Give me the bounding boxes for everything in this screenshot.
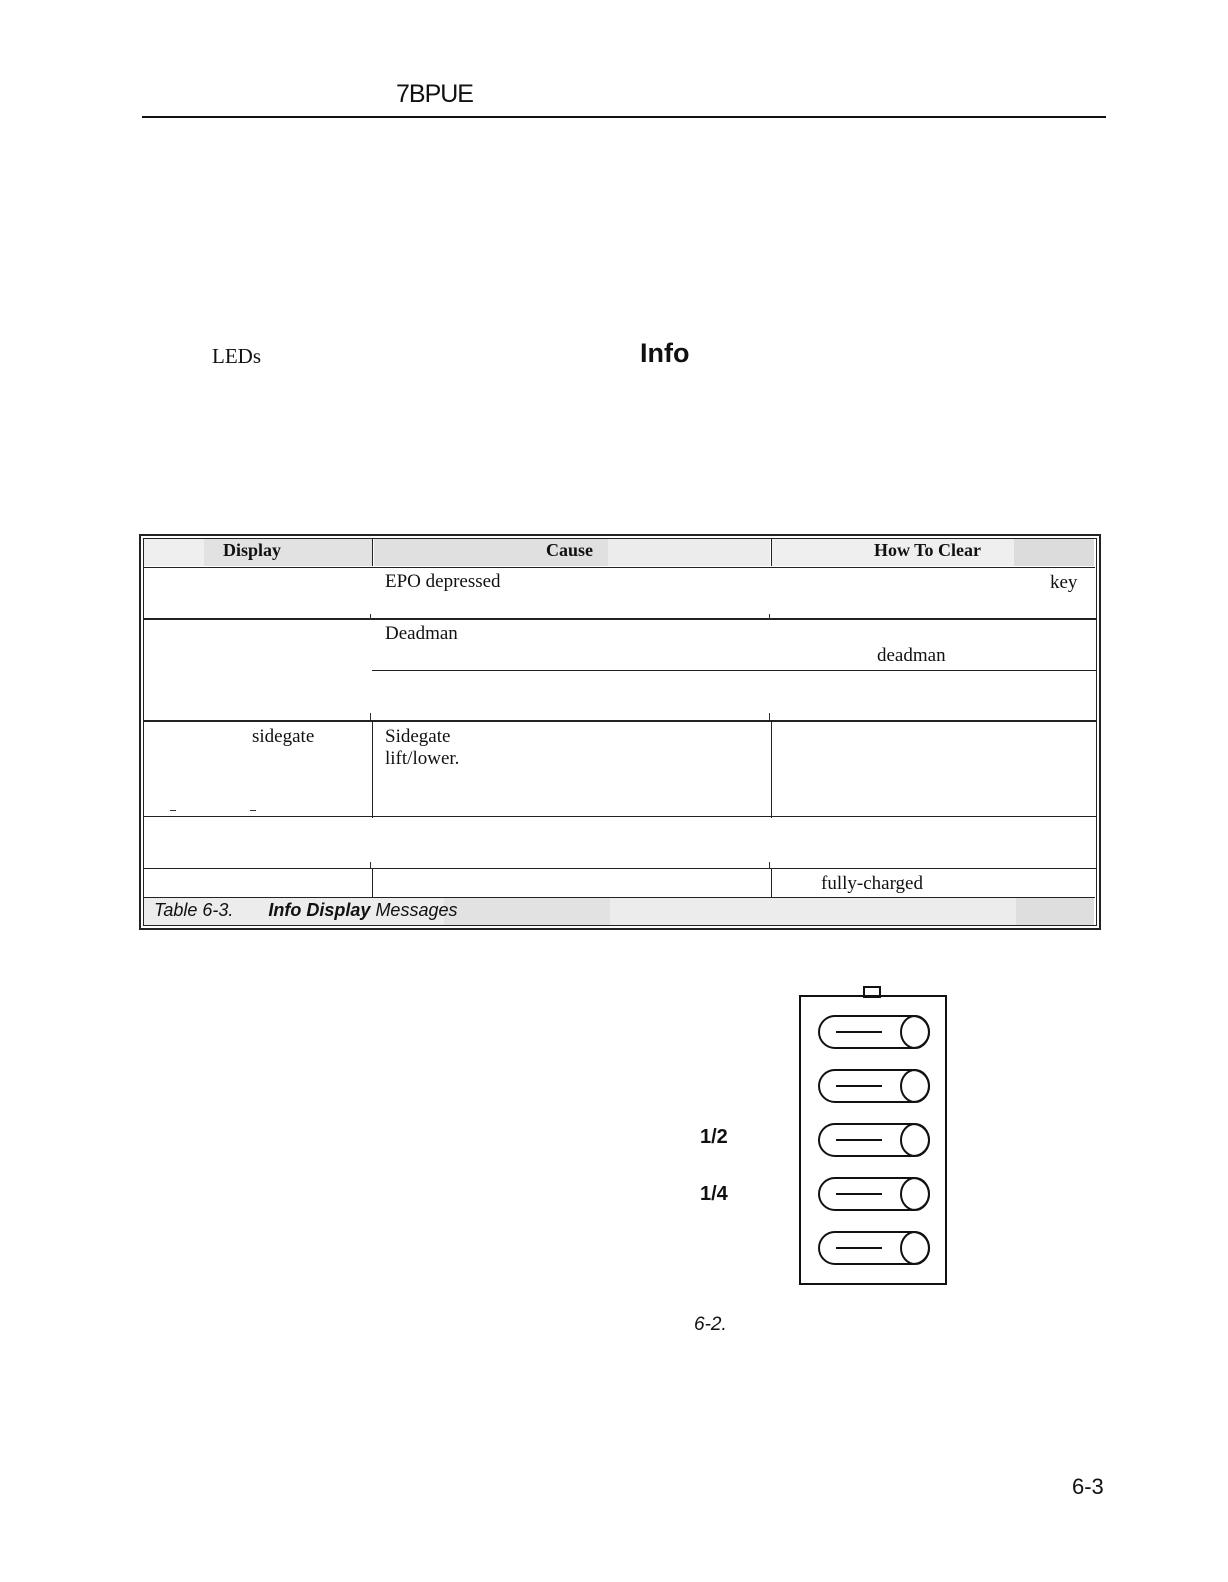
col-divider — [372, 538, 373, 566]
row1-how-to-clear: key — [1050, 572, 1078, 593]
led-bar-icon — [819, 1232, 929, 1264]
header-title: 7BPUE — [396, 80, 473, 108]
tick-mark — [769, 862, 771, 868]
tick-mark — [370, 713, 372, 720]
tick-mark — [769, 713, 771, 720]
col-divider — [771, 538, 772, 566]
leds-text: LEDs — [212, 344, 261, 368]
row-line — [143, 567, 1095, 568]
tick-mark — [370, 862, 372, 868]
row3-cause: Sidegate lift/lower. — [385, 726, 460, 769]
row1-cause: EPO depressed — [385, 571, 501, 592]
row-line — [143, 720, 1097, 722]
row-line — [143, 816, 1097, 817]
header-rule — [142, 116, 1106, 118]
caption-number: Table 6-3. — [154, 900, 234, 920]
battery-indicator-diagram — [790, 980, 960, 1292]
tick-mark — [170, 810, 176, 811]
col-divider — [771, 720, 772, 818]
tick-mark — [370, 614, 372, 620]
info-heading: Info — [640, 338, 690, 368]
page-number: 6-3 — [1072, 1474, 1104, 1499]
caption-title-rest: Messages — [370, 900, 458, 920]
col-divider — [372, 868, 373, 898]
row2-cause: Deadman — [385, 623, 458, 644]
col-divider — [372, 720, 373, 818]
led-bar-icon — [819, 1070, 929, 1102]
tick-mark — [769, 614, 771, 620]
led-bar-icon — [819, 1124, 929, 1156]
figure-number: 6-2. — [694, 1314, 727, 1335]
tick-mark — [250, 810, 256, 811]
header-display: Display — [223, 540, 282, 560]
label-quarter: 1/4 — [700, 1183, 728, 1205]
row3-display: sidegate — [252, 726, 315, 747]
col-divider — [771, 868, 772, 898]
row-line — [143, 618, 1097, 620]
header-how-to-clear: How To Clear — [874, 540, 982, 560]
caption-shade-dark — [444, 898, 610, 925]
caption-title-bold: Info Display — [268, 900, 371, 920]
row2-how-to-clear: deadman — [877, 645, 946, 666]
header-shade-clear-dark — [1014, 539, 1094, 566]
label-half: 1/2 — [700, 1126, 728, 1148]
row-line — [372, 670, 1097, 671]
led-bar-icon — [819, 1016, 929, 1048]
caption-shade-dark — [1016, 898, 1094, 925]
led-bar-icon — [819, 1178, 929, 1210]
header-cause: Cause — [546, 540, 594, 560]
table-caption — [154, 900, 457, 921]
row-line — [143, 868, 1097, 869]
row4-how-to-clear: fully-charged — [821, 873, 923, 894]
